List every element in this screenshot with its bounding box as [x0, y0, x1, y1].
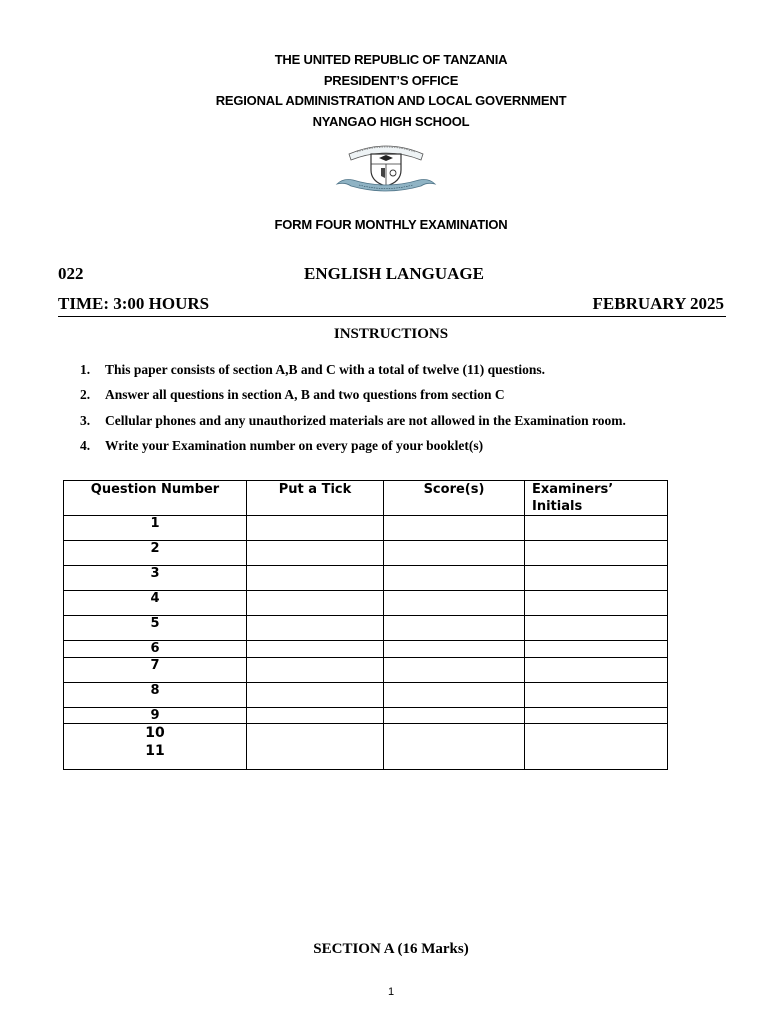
score-cell[interactable]: [384, 724, 525, 770]
question-number-cell: 3: [64, 566, 247, 591]
administration-name: REGIONAL ADMINISTRATION AND LOCAL GOVERNMENT: [215, 93, 567, 108]
table-row: [64, 616, 668, 641]
score-cell[interactable]: [384, 658, 525, 683]
score-cell[interactable]: [384, 541, 525, 566]
question-number-cell: 6: [64, 641, 247, 658]
table-row: [64, 708, 668, 724]
marks-table: [63, 480, 668, 770]
score-cell[interactable]: [384, 708, 525, 724]
table-header-row: [64, 481, 668, 516]
office-name: PRESIDENT’S OFFICE: [323, 72, 459, 88]
table-row: [64, 658, 668, 683]
score-cell[interactable]: [384, 683, 525, 708]
table-row: [64, 683, 668, 708]
question-number-cell: 8: [64, 683, 247, 708]
initials-cell[interactable]: [525, 616, 668, 641]
country-name: THE UNITED REPUBLIC OF TANZANIA: [274, 52, 508, 67]
question-number-cell: 10 11: [64, 724, 247, 770]
initials-cell[interactable]: [525, 541, 668, 566]
school-crest-logo: [333, 140, 439, 192]
tick-cell[interactable]: [247, 591, 384, 616]
instruction-item: 4. Write your Examination number on every page of your booklet(s): [80, 437, 484, 453]
table-row: [64, 541, 668, 566]
tick-cell[interactable]: [247, 616, 384, 641]
tick-cell[interactable]: [247, 708, 384, 724]
tick-cell[interactable]: [247, 658, 384, 683]
tick-cell[interactable]: [247, 724, 384, 770]
time-date-row: [58, 294, 726, 317]
score-cell[interactable]: [384, 516, 525, 541]
header-question-number: Question Number: [64, 481, 247, 516]
school-name: NYANGAO HIGH SCHOOL: [312, 113, 470, 129]
exam-duration: TIME: 3:00 HOURS: [58, 294, 210, 313]
question-number-cell: 1: [64, 516, 247, 541]
initials-cell[interactable]: [525, 708, 668, 724]
table-row: [64, 724, 668, 770]
letterhead: [0, 50, 768, 132]
header-put-a-tick: Put a Tick: [247, 481, 384, 516]
initials-cell[interactable]: [525, 683, 668, 708]
table-row: [64, 566, 668, 591]
header-examiners-initials: Examiners’ Initials: [525, 481, 668, 516]
header-scores: Score(s): [384, 481, 525, 516]
question-number-cell: 9: [64, 708, 247, 724]
tick-cell[interactable]: [247, 641, 384, 658]
instruction-item: 3. Cellular phones and any unauthorized materials are not allowed in the Examination room.: [80, 412, 626, 428]
instructions-heading: INSTRUCTIONS: [333, 326, 449, 342]
instructions-list: [80, 360, 740, 461]
question-number-cell: 2: [64, 541, 247, 566]
score-cell[interactable]: [384, 591, 525, 616]
question-number-cell: 5: [64, 616, 247, 641]
paper-info-row: [58, 264, 724, 286]
instruction-item: 1. This paper consists of section A,B and C with a total of twelve (11) questions.: [80, 362, 546, 377]
instruction-item: 2. Answer all questions in section A, B and two questions from section C: [80, 387, 505, 403]
initials-cell[interactable]: [525, 641, 668, 658]
tick-cell[interactable]: [247, 683, 384, 708]
score-cell[interactable]: [384, 616, 525, 641]
tick-cell[interactable]: [247, 566, 384, 591]
table-row: [64, 641, 668, 658]
question-number-cell: 4: [64, 591, 247, 616]
subject-title: ENGLISH LANGUAGE: [304, 264, 484, 283]
tick-cell[interactable]: [247, 541, 384, 566]
exam-title: FORM FOUR MONTHLY EXAMINATION: [274, 217, 508, 232]
initials-cell[interactable]: [525, 724, 668, 770]
paper-code: 022: [58, 264, 84, 283]
score-cell[interactable]: [384, 566, 525, 591]
score-cell[interactable]: [384, 641, 525, 658]
question-number-cell: 7: [64, 658, 247, 683]
initials-cell[interactable]: [525, 658, 668, 683]
table-row: [64, 591, 668, 616]
tick-cell[interactable]: [247, 516, 384, 541]
section-a-heading: SECTION A (16 Marks): [313, 941, 469, 957]
page-number: 1: [387, 986, 395, 998]
initials-cell[interactable]: [525, 516, 668, 541]
exam-date: FEBRUARY 2025: [592, 294, 724, 313]
table-row: [64, 516, 668, 541]
initials-cell[interactable]: [525, 566, 668, 591]
initials-cell[interactable]: [525, 591, 668, 616]
